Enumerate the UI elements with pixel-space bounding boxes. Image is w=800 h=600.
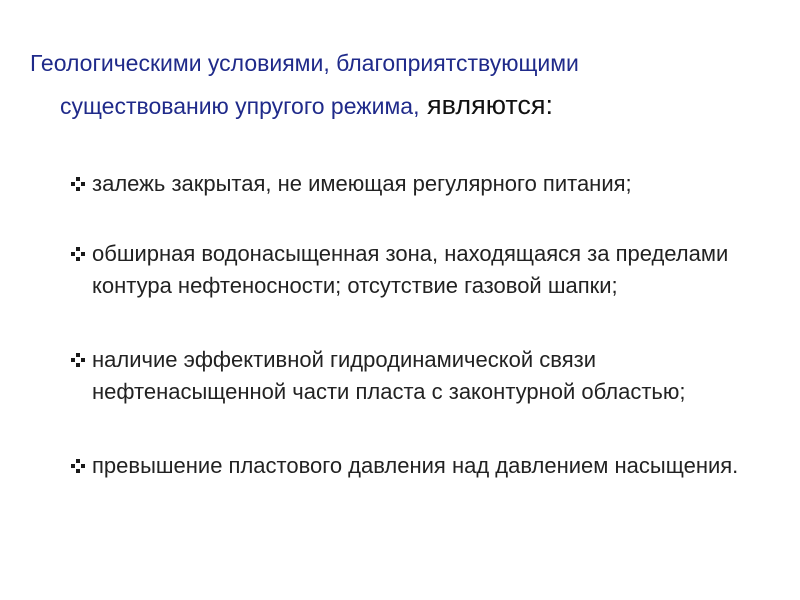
bullet-item [70,450,760,482]
slide-title-line-2-main: существованию упругого режима, [60,93,420,119]
slide-title [30,42,770,127]
bullet-text: залежь закрытая, не имеющая регулярного питания; [92,171,632,196]
bullet-text: превышение пластового давления над давлением насыщения. [92,453,739,478]
bullet-list [70,168,760,482]
slide-title-emphasis: являются: [419,90,554,120]
slide-title-line-2 [30,84,770,127]
diamond-checker-icon [71,353,85,367]
bullet-text: обширная водонасыщенная зона, находящаяся за пределами контура нефтеносности; отсутствие газовой шапки; [92,241,729,298]
bullet-item [70,344,760,408]
bullet-item [70,168,760,200]
diamond-checker-icon [71,247,85,261]
diamond-checker-icon [71,177,85,191]
diamond-checker-icon [71,459,85,473]
bullet-item [70,238,760,302]
bullet-text: наличие эффективной гидродинамической связи нефтенасыщенной части пласта с законтурной областью; [92,347,686,404]
slide-title-line-1: Геологическими условиями, благоприятствующими [30,50,579,76]
